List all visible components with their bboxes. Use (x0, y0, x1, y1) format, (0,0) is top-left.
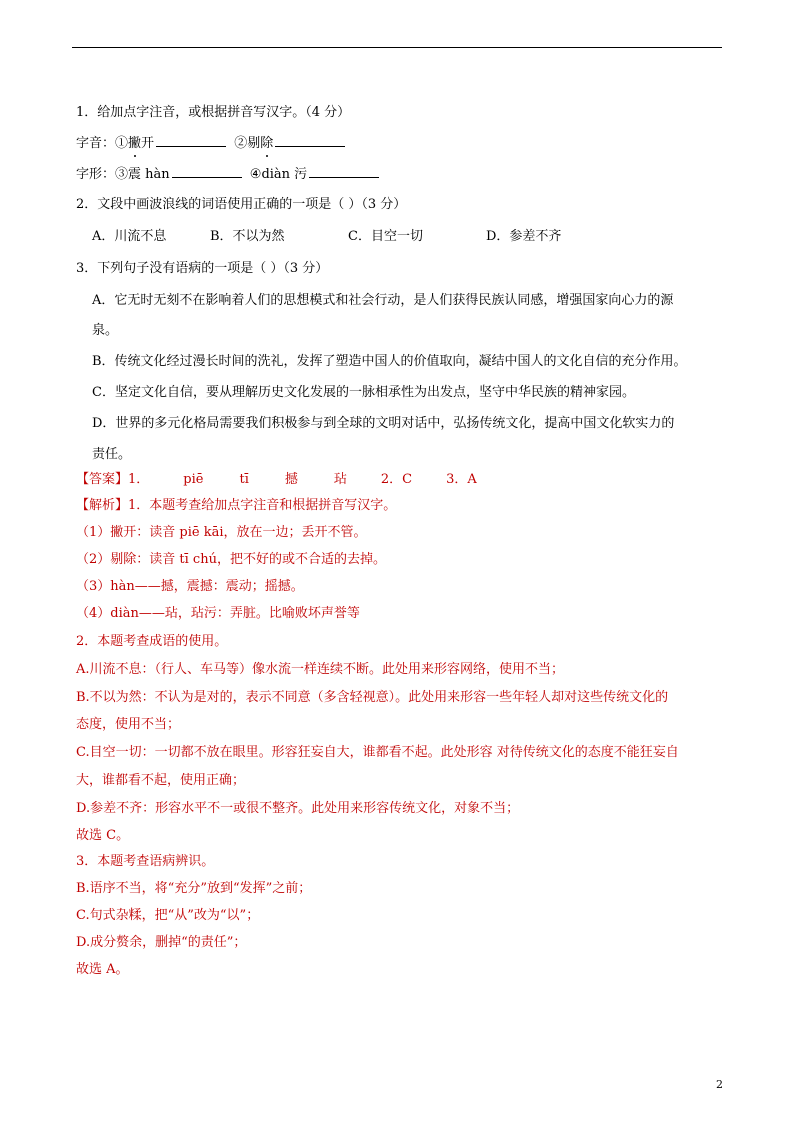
answer-num1: 1． (128, 472, 150, 487)
analysis-label: 【解析】 (76, 498, 129, 513)
q2-option-c: C．目空一切 (348, 229, 423, 244)
q1-pron-label: 字音： (76, 136, 116, 151)
q1-item3: ③震 hàn (115, 167, 170, 182)
analysis-line: D.参差不齐：形容水平不一或很不整齐。此处用来形容传统文化，对象不当； (76, 801, 520, 816)
answer-pinyin-1: piē (183, 472, 204, 487)
answer-q2: 2．C (380, 472, 413, 487)
q1-item1-num: ① (115, 136, 129, 151)
page-number: 2 (716, 1078, 723, 1091)
q3-option-a-line1: A．它无时无刻不在影响着人们的思想模式和社会行动，是人们获得民族认同感，增强国家向心力的源 (92, 293, 674, 308)
analysis-line: C.句式杂糅，把“从”改为“以”； (76, 908, 260, 923)
q3-title: 3．下列句子没有语病的一项是（ ）（3 分） (76, 261, 329, 276)
answer-pinyin-2: tī (239, 472, 249, 487)
q1-title: 1．给加点字注音，或根据拼音写汉字。（4 分） (76, 105, 351, 120)
analysis-line: 2．本题考查成语的使用。 (76, 634, 228, 649)
q3-option-c: C．坚定文化自信，要从理解历史文化发展的一脉相承性为出发点，坚守中华民族的精神家园。 (92, 385, 635, 400)
q1-pronunciation-row (76, 134, 347, 153)
q2-option-a: A．川流不息 (92, 229, 167, 244)
analysis-line: （4）diàn——玷，玷污：弄脏。比喻败坏声誉等 (76, 606, 360, 621)
q1-item2-num: ② (234, 136, 248, 151)
answer-char-4: 玷 (333, 472, 347, 487)
q3-option-d-line2: 责任。 (92, 447, 132, 462)
q1-item2-dotted-char: 除 (260, 136, 274, 151)
analysis-line: 大，谁都看不起，使用正确； (76, 773, 246, 788)
answer-label: 【答案】 (76, 472, 129, 487)
analysis-line: D.成分赘余，删掉“的责任”； (76, 935, 247, 950)
answer-char-3: 撼 (284, 472, 298, 487)
analysis-line: 故选 C。 (76, 828, 130, 843)
q1-item1-dotted-char: 撇 (128, 136, 142, 151)
analysis-line: （2）剔除：读音 tī chú，把不好的或不合适的去掉。 (76, 552, 386, 567)
analysis-line: （1）撇开：读音 piē kāi，放在一边；丢开不管。 (76, 525, 367, 540)
q1-answer-blank-2[interactable] (275, 134, 345, 147)
q1-item1-rest: 开 (141, 136, 155, 151)
q1-writing-row (76, 165, 381, 184)
q1-item4: ④diàn 污 (249, 167, 308, 182)
answer-row (76, 471, 477, 489)
q2-option-b: B．不以为然 (210, 229, 285, 244)
answer-q3: 3．A (446, 472, 477, 487)
q1-answer-blank-1[interactable] (156, 134, 226, 147)
q3-option-a-line2: 泉。 (92, 323, 119, 338)
q3-option-d-line1: D．世界的多元化格局需要我们积极参与到全球的文明对话中，弘扬传统文化，提高中国文化软实力的 (92, 416, 675, 431)
analysis-line: 态度，使用不当； (76, 717, 181, 732)
header-rule (72, 47, 722, 48)
analysis-line: （3）hàn——撼，震撼：震动；摇撼。 (76, 579, 304, 594)
analysis-line: 3．本题考查语病辨识。 (76, 854, 215, 869)
q1-answer-blank-3[interactable] (172, 165, 242, 178)
analysis-line: C.目空一切：一切都不放在眼里。形容狂妄自大，谁都看不起。此处形容 对待传统文化的态度不能狂妄自 (76, 745, 679, 760)
q1-form-label: 字形： (76, 167, 116, 182)
analysis-line: 1．本题考查给加点字注音和根据拼音写汉字。 (128, 498, 397, 513)
analysis-line: B.不以为然：不认为是对的，表示不同意（多含轻视意）。此处用来形容一些年轻人却对这些传统文化的 (76, 690, 669, 705)
analysis-line: A.川流不息：（行人、车马等）像水流一样连续不断。此处用来形容网络，使用不当； (76, 662, 565, 677)
q2-option-d: D．参差不齐 (486, 229, 562, 244)
analysis-row-1 (76, 497, 396, 515)
analysis-line: B.语序不当，将“充分”放到“发挥”之前； (76, 881, 312, 896)
q2-title: 2．文段中画波浪线的词语使用正确的一项是（ ）（3 分） (76, 197, 407, 212)
q3-option-b: B．传统文化经过漫长时间的洗礼，发挥了塑造中国人的价值取向，凝结中国人的文化自信的充分作用。 (92, 354, 687, 369)
analysis-line: 故选 A。 (76, 962, 129, 977)
q1-answer-blank-4[interactable] (309, 165, 379, 178)
q1-item2-first: 剔 (247, 136, 261, 151)
